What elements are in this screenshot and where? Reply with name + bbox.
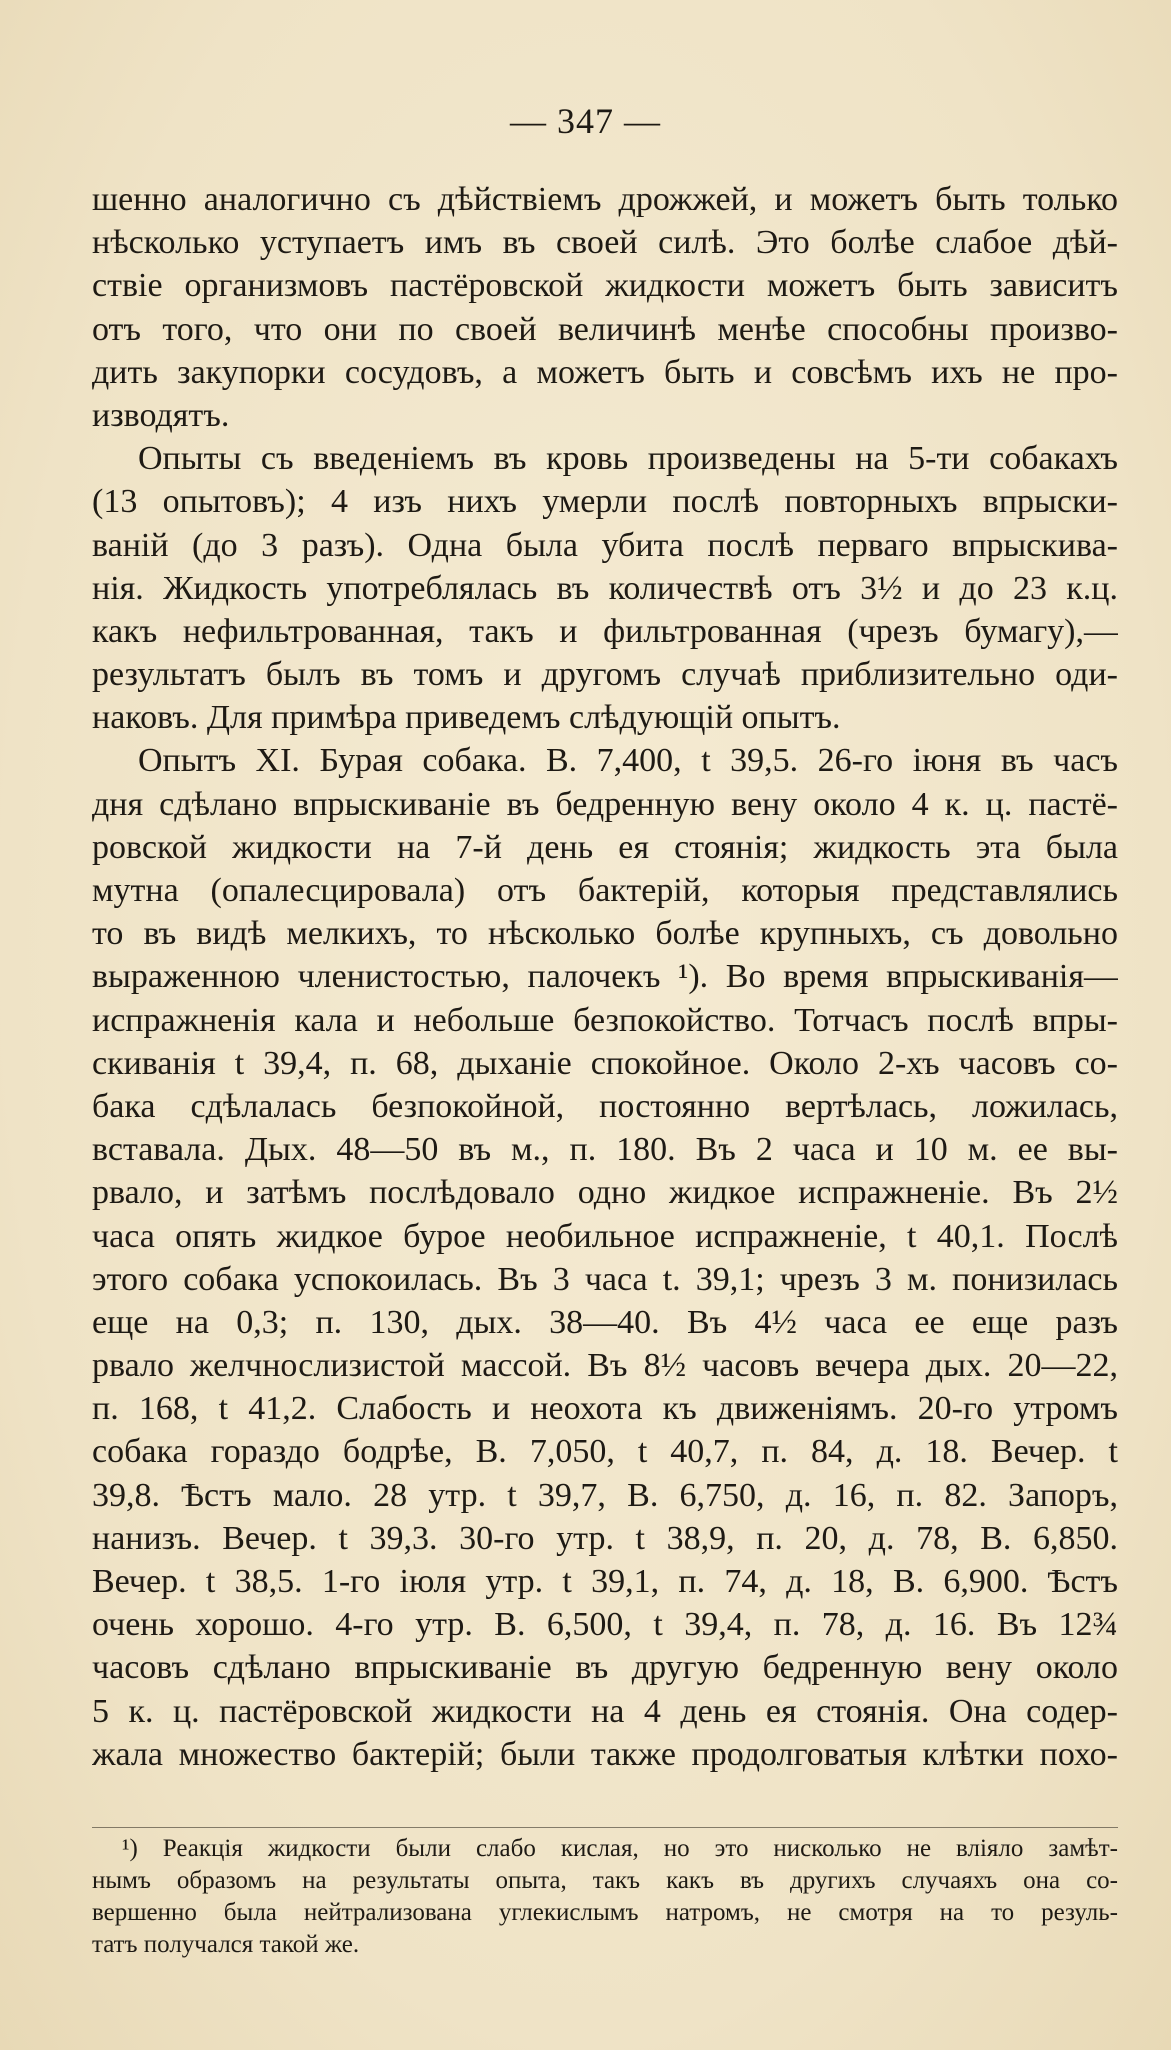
body-line: изводятъ. xyxy=(92,396,230,434)
body-line: этого собака успокоилась. Въ 3 часа t. 39,1; чрезъ 3 м. понизилась xyxy=(92,1260,1118,1298)
body-line: Опыты съ введеніемъ въ кровь произведены на 5-ти собакахъ xyxy=(138,440,1118,478)
body-line: 5 к. ц. пастёровской жидкости на 4 день ея стоянія. Она содер- xyxy=(92,1692,1118,1730)
body-line: жала множество бактерій; были также продолговатыя клѣтки похо- xyxy=(92,1735,1118,1773)
footnote-divider xyxy=(92,1827,1118,1828)
body-line: ваній (до 3 разъ). Одна была убита послѣ перваго впрыскива- xyxy=(92,526,1118,564)
body-line: нанизъ. Вечер. t 39,3. 30-го утр. t 38,9, п. 20, д. 78, В. 6,850. xyxy=(92,1519,1118,1557)
body-line: дня сдѣлано впрыскиваніе въ бедренную вену около 4 к. ц. пастё- xyxy=(92,785,1118,823)
body-line: дить закупорки сосудовъ, а можетъ быть и совсѣмъ ихъ не про- xyxy=(92,353,1118,391)
body-line: вставала. Дых. 48—50 въ м., п. 180. Въ 2 часа и 10 м. ее вы- xyxy=(92,1131,1118,1169)
body-line: ствіе организмовъ пастёровской жидкости можетъ быть зависитъ xyxy=(92,267,1118,305)
body-line: ровской жидкости на 7-й день ея стоянія; жидкость эта была xyxy=(92,828,1118,866)
body-line: нѣсколько уступаетъ имъ въ своей силѣ. Это болѣе слабое дѣй- xyxy=(92,224,1118,262)
body-line: собака гораздо бодрѣе, В. 7,050, t 40,7, п. 84, д. 18. Вечер. t xyxy=(92,1433,1118,1471)
body-line: скиванія t 39,4, п. 68, дыханіе спокойное. Около 2-хъ часовъ со- xyxy=(92,1044,1118,1082)
body-line: наковъ. Для примѣра приведемъ слѣдующій опытъ. xyxy=(92,699,841,737)
body-line: шенно аналогично съ дѣйствіемъ дрожжей, и можетъ быть только xyxy=(92,181,1118,218)
body-line: Вечер. t 38,5. 1-го іюля утр. t 39,1, п. 74, д. 18, В. 6,900. Ѣстъ xyxy=(92,1563,1118,1600)
body-line: 39,8. Ѣстъ мало. 28 утр. t 39,7, В. 6,750, д. 16, п. 82. Запоръ, xyxy=(92,1476,1118,1514)
body-line: (13 опытовъ); 4 изъ нихъ умерли послѣ повторныхъ впрыски- xyxy=(92,483,1118,521)
body-line: выраженною членистостью, палочекъ ¹). Во время впрыскиванія— xyxy=(92,958,1118,996)
body-line: бака сдѣлалась безпокойной, постоянно вертѣлась, ложилась, xyxy=(92,1087,1118,1125)
body-line: Опытъ XI. Бурая собака. В. 7,400, t 39,5. 26-го іюня въ часъ xyxy=(138,742,1118,780)
body-line: результатъ былъ въ томъ и другомъ случаѣ приблизительно оди- xyxy=(92,656,1118,694)
body-line: очень хорошо. 4-го утр. В. 6,500, t 39,4, п. 78, д. 16. Въ 12¾ xyxy=(92,1606,1118,1644)
body-line: часа опять жидкое бурое необильное испражненіе, t 40,1. Послѣ xyxy=(92,1217,1118,1255)
body-text xyxy=(92,178,1118,1776)
footnote xyxy=(92,1833,1118,1961)
footnote-line: нымъ образомъ на результаты опыта, такъ какъ въ другихъ случаяхъ она со- xyxy=(92,1867,1118,1894)
body-line: нія. Жидкость употреблялась въ количествѣ отъ 3½ и до 23 к.ц. xyxy=(92,569,1118,607)
body-line: рвало, и затѣмъ послѣдовало одно жидкое испражненіе. Въ 2½ xyxy=(92,1174,1118,1212)
page-number: — 347 — xyxy=(510,101,661,141)
body-line: то въ видѣ мелкихъ, то нѣсколько болѣе крупныхъ, съ довольно xyxy=(92,915,1118,953)
body-line: отъ того, что они по своей величинѣ менѣе способны произво- xyxy=(92,310,1118,348)
body-line: мутна (опалесцировала) отъ бактерій, которыя представлялись xyxy=(92,872,1118,909)
footnote-line: татъ получался такой же. xyxy=(92,1931,360,1958)
body-line: п. 168, t 41,2. Слабость и неохота къ движеніямъ. 20-го утромъ xyxy=(92,1390,1118,1428)
body-line: рвало желчнослизистой массой. Въ 8½ часовъ вечера дых. 20—22, xyxy=(92,1347,1118,1385)
body-line: испражненія кала и небольше безпокойство. Тотчасъ послѣ впры- xyxy=(92,1001,1118,1039)
footnote-line: вершенно была нейтрализована углекислымъ натромъ, не смотря на то резуль- xyxy=(92,1899,1118,1926)
body-line: какъ нефильтрованная, такъ и фильтрованная (чрезъ бумагу),— xyxy=(92,612,1118,650)
body-line: часовъ сдѣлано впрыскиваніе въ другую бедренную вену около xyxy=(92,1649,1118,1687)
footnote-line: ¹) Реакція жидкости были слабо кислая, но это нисколько не вліяло замѣт- xyxy=(122,1835,1118,1862)
body-line: еще на 0,3; п. 130, дых. 38—40. Въ 4½ часа ее еще разъ xyxy=(92,1303,1118,1341)
